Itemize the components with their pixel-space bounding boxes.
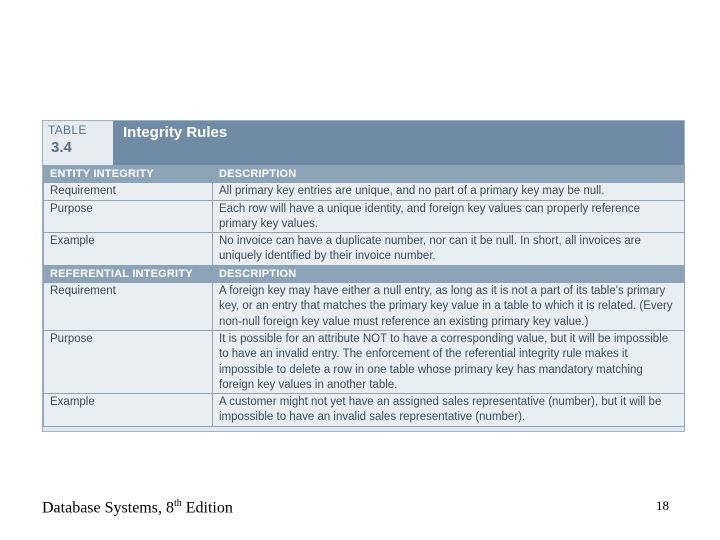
table-row [44, 330, 685, 393]
table-row [44, 200, 685, 233]
row-label: Requirement [44, 183, 213, 200]
description-heading: DESCRIPTION [213, 265, 685, 282]
row-label: Requirement [44, 283, 213, 331]
table-row [44, 233, 685, 266]
table-title: Integrity Rules [123, 124, 228, 141]
row-description: No invoice can have a duplicate number, nor can it be null. In short, all invoices are uniquely identified by their invoice number. [213, 233, 685, 266]
row-description: It is possible for an attribute NOT to have a corresponding value, but it will be impossible to have an invalid entry. The enforcement of the referential integrity rule makes it impossible to delete a row in one table whose primary key has mandatory matching foreign key values in another table. [213, 330, 685, 393]
book-title [42, 498, 233, 517]
row-description: Each row will have a unique identity, and foreign key values can properly reference primary key values. [213, 200, 685, 233]
book-title-edition: Edition [181, 499, 233, 517]
row-label: Purpose [44, 330, 213, 393]
table-tag [43, 121, 113, 165]
table-row [44, 283, 685, 331]
integrity-rules-table [42, 120, 685, 432]
description-heading: DESCRIPTION [213, 166, 685, 183]
row-description: A foreign key may have either a null entry, as long as it is not a part of its table's primary key, or an entry that matches the primary key value in a table to which it is related. (Every non-null foreign key value must reference an existing primary key value.) [213, 283, 685, 331]
table-header-band [43, 121, 684, 165]
row-label: Purpose [44, 200, 213, 233]
section-header-entity-integrity [44, 166, 685, 183]
row-description: A customer might not yet have an assigned sales representative (number), but it will be impossible to have an invalid sales representative (number). [213, 394, 685, 427]
table-row [44, 183, 685, 200]
section-header-referential-integrity [44, 265, 685, 282]
section-heading: ENTITY INTEGRITY [44, 166, 213, 183]
row-label: Example [44, 233, 213, 266]
book-title-main: Database Systems, 8 [42, 499, 174, 517]
row-label: Example [44, 394, 213, 427]
section-heading: REFERENTIAL INTEGRITY [44, 265, 213, 282]
book-title-superscript: th [173, 498, 182, 509]
rules-grid [43, 165, 685, 427]
row-description: All primary key entries are unique, and no part of a primary key may be null. [213, 183, 685, 200]
page-number: 18 [656, 498, 669, 513]
table-tag-number: 3.4 [51, 139, 72, 156]
table-row [44, 394, 685, 427]
table-tag-label: TABLE [48, 123, 87, 137]
